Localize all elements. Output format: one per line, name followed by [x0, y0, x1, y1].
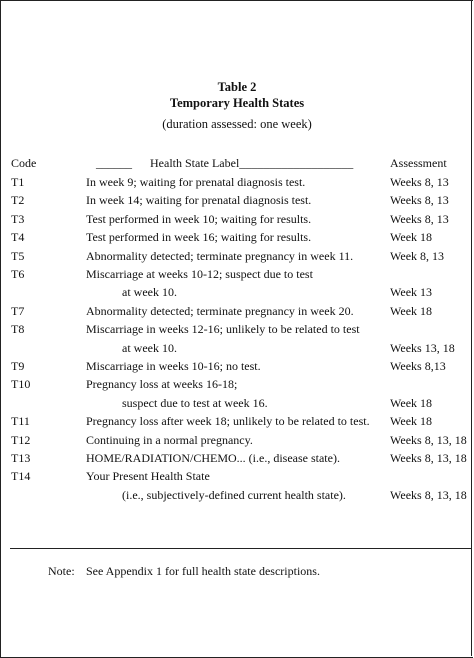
table-row — [0, 451, 474, 469]
row-label: Abnormality detected; terminate pregnancy in week 20. — [86, 303, 354, 318]
row-label: at week 10. — [122, 340, 177, 355]
row-code: T2 — [11, 193, 25, 208]
row-label: Miscarriage in weeks 12-16; unlikely to be related to test — [86, 322, 360, 337]
row-assessment: Week 18 — [390, 414, 433, 429]
table-row — [0, 341, 474, 359]
table-title: Table 2 — [217, 80, 257, 94]
row-assessment: Weeks 8, 13, 18 — [390, 487, 467, 502]
row-code: T13 — [11, 451, 31, 465]
note-label: Note: — [48, 564, 75, 578]
row-assessment: Weeks 8, 13 — [390, 211, 449, 226]
row-code: T7 — [11, 303, 25, 318]
table-row — [0, 304, 474, 322]
table-row — [0, 488, 474, 506]
table-row — [0, 267, 474, 285]
divider-rule — [10, 548, 472, 549]
row-label: at week 10. — [122, 285, 177, 300]
row-label: Your Present Health State — [86, 469, 210, 484]
row-label: suspect due to test at week 16. — [122, 395, 268, 410]
row-assessment: Weeks 8, 13, 18 — [390, 432, 467, 447]
table-row — [0, 249, 474, 267]
row-code: T9 — [11, 359, 25, 373]
row-label: Miscarriage at weeks 10-12; suspect due to test — [86, 267, 313, 281]
header-code: Code — [11, 156, 37, 170]
table-row — [0, 414, 474, 432]
row-label: Test performed in week 16; waiting for results. — [86, 230, 312, 245]
table-row — [0, 322, 474, 340]
row-assessment: Weeks 8, 13, 18 — [390, 451, 467, 465]
row-label: HOME/RADIATION/CHEMO... (i.e., disease state). — [86, 451, 340, 465]
row-assessment: Weeks 13, 18 — [390, 340, 455, 355]
row-code: T10 — [11, 377, 31, 392]
row-code: T6 — [11, 267, 25, 281]
table-row — [0, 175, 474, 193]
header-label: ______ Health State Label___________________ — [96, 156, 354, 170]
row-label: Miscarriage in weeks 10-16; no test. — [86, 359, 261, 373]
row-code: T11 — [11, 414, 30, 429]
table-row — [0, 377, 474, 395]
table-row — [0, 230, 474, 248]
note-text: See Appendix 1 for full health state descriptions. — [86, 564, 320, 578]
row-code: T4 — [11, 230, 25, 245]
row-assessment: Weeks 8, 13 — [390, 193, 449, 208]
table-row — [0, 433, 474, 451]
row-label: Test performed in week 10; waiting for results. — [86, 211, 312, 226]
row-label: Abnormality detected; terminate pregnancy in week 11. — [86, 248, 354, 263]
table-duration: (duration assessed: one week) — [162, 117, 312, 131]
row-assessment: Week 8, 13 — [390, 248, 445, 263]
row-label: (i.e., subjectively-defined current health state). — [122, 487, 346, 502]
row-assessment: Week 18 — [390, 230, 433, 245]
row-assessment: Week 18 — [390, 303, 433, 318]
row-label: Pregnancy loss at weeks 16-18; — [86, 377, 238, 392]
row-assessment: Week 18 — [390, 395, 433, 410]
row-label: Continuing in a normal pregnancy. — [86, 432, 253, 447]
row-assessment: Week 13 — [390, 285, 433, 300]
header-assessment: Assessment — [390, 156, 447, 170]
row-assessment: Weeks 8,13 — [390, 359, 446, 373]
table-row — [0, 193, 474, 211]
row-code: T3 — [11, 211, 25, 226]
table-row — [0, 359, 474, 377]
row-code: T8 — [11, 322, 25, 337]
row-code: T12 — [11, 432, 31, 447]
table-row — [0, 285, 474, 303]
row-code: T5 — [11, 248, 25, 263]
row-label: In week 9; waiting for prenatal diagnosis test. — [86, 175, 306, 189]
table-row — [0, 396, 474, 414]
row-label: In week 14; waiting for prenatal diagnosis test. — [86, 193, 312, 208]
table-row — [0, 469, 474, 487]
row-label: Pregnancy loss after week 18; unlikely to be related to test. — [86, 414, 370, 429]
row-assessment: Weeks 8, 13 — [390, 175, 449, 189]
row-code: T1 — [11, 175, 25, 189]
row-code: T14 — [11, 469, 31, 484]
table-subtitle: Temporary Health States — [169, 96, 305, 110]
table-row — [0, 212, 474, 230]
